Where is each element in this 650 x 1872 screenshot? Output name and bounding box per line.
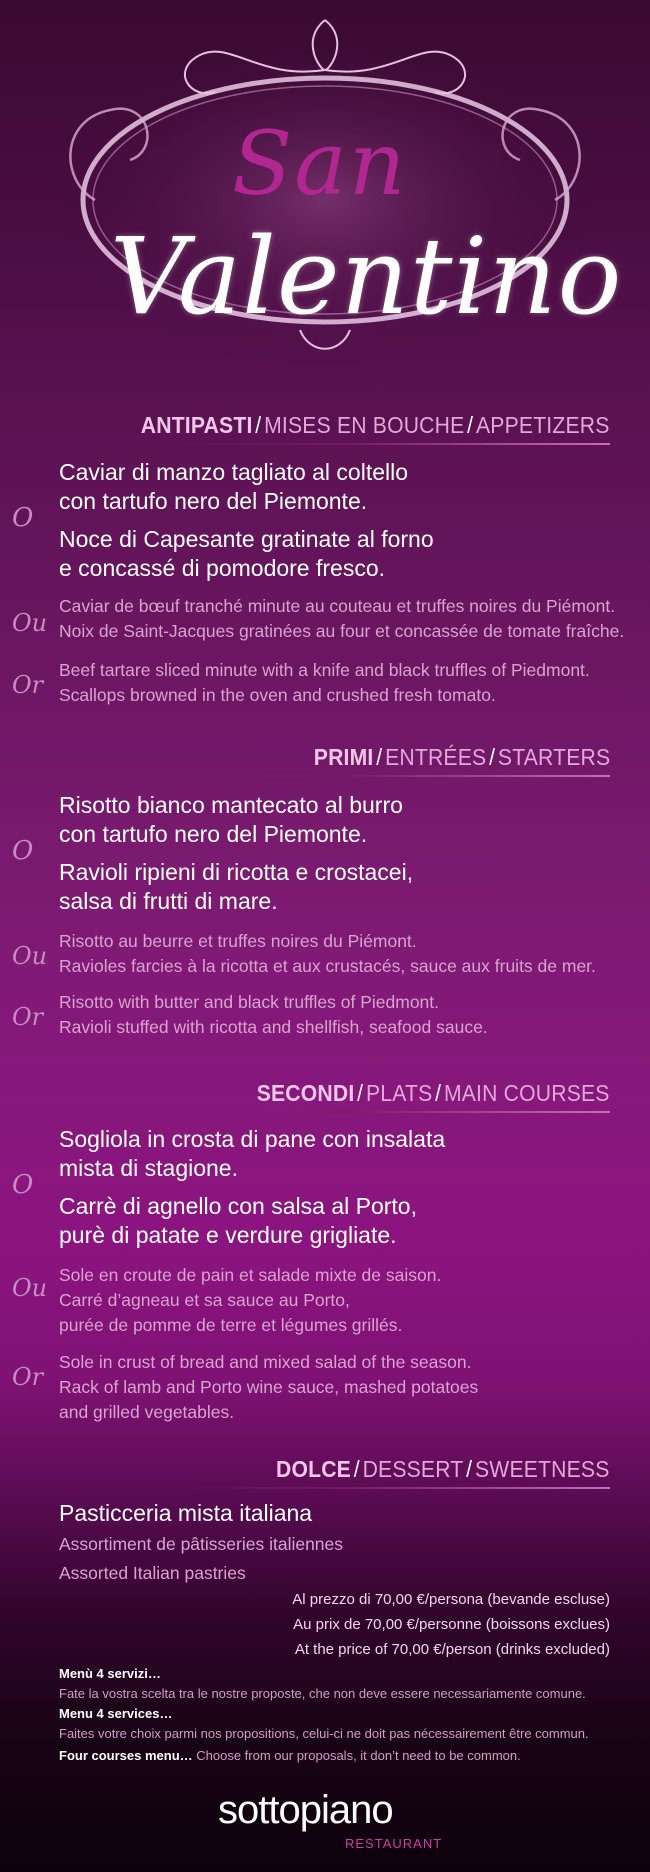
dish-fr-line: Caviar de bœuf tranché minute au couteau et truffes noires du Piémont. <box>59 596 616 616</box>
note-en-text: Choose from our proposals, it don’t need to be common. <box>196 1748 521 1763</box>
section-heading-dolce: DOLCE / DESSERT / SWEETNESS <box>276 1456 610 1482</box>
dish-fr-line: Noix de Saint-Jacques gratinées au four et concassée de tomate fraîche. <box>59 621 625 641</box>
dish-it-line: Noce di Capesante gratinate al forno <box>59 526 434 552</box>
dish-fr-line: Carré d’agneau et sa sauce au Porto, <box>59 1290 350 1310</box>
dish-fr-line: Sole en croute de pain et salade mixte de saison. <box>59 1265 442 1285</box>
ou-mark-icon: Ou <box>12 609 48 637</box>
dish-en-line: Ravioli stuffed with ricotta and shellfish, seafood sauce. <box>59 1017 488 1037</box>
dish-it-line: Ravioli ripieni di ricotta e crostacei, <box>59 859 414 885</box>
section-heading-antipasti: ANTIPASTI / MISES EN BOUCHE / APPETIZERS <box>141 412 610 438</box>
price-it: Al prezzo di 70,00 €/persona (bevande escluse) <box>292 1591 610 1608</box>
price-fr: Au prix de 70,00 €/personne (boissons exclues) <box>293 1616 610 1633</box>
ou-mark-icon: Ou <box>12 942 48 970</box>
section-heading-secondi: SECONDI / PLATS / MAIN COURSES <box>257 1080 610 1106</box>
dish-en-line: Rack of lamb and Porto wine sauce, mashed potatoes <box>59 1377 479 1397</box>
dish-en-line: Risotto with butter and black truffles of Piedmont. <box>59 992 440 1012</box>
title-header <box>0 0 650 400</box>
note-en-title: Four courses menu… <box>59 1748 193 1763</box>
dish-en-line: and grilled vegetables. <box>59 1402 235 1422</box>
dish-fr-line: Assortiment de pâtisseries italiennes <box>59 1534 344 1554</box>
note-fr-title: Menu 4 services… <box>59 1706 173 1721</box>
note-it-text: Fate la vostra scelta tra le nostre proposte, che non deve essere necessariamente comune. <box>59 1686 586 1701</box>
section-divider <box>180 443 610 445</box>
dish-it-line: Carrè di agnello con salsa al Porto, <box>59 1193 417 1219</box>
or-mark-icon: Or <box>12 1363 44 1391</box>
ou-mark-icon: Ou <box>12 1274 48 1302</box>
dish-fr-line: purée de pomme de terre et légumes grillés. <box>59 1315 403 1335</box>
note-it-title: Menù 4 servizi… <box>59 1666 161 1681</box>
note-en-line <box>59 1748 521 1763</box>
dish-it-line: purè di patate e verdure grigliate. <box>59 1222 397 1248</box>
section-heading-primi: PRIMI / ENTRÉES / STARTERS <box>313 744 610 770</box>
dish-fr-line: Ravioles farcies à la ricotta et aux crustacés, sauce aux fruits de mer. <box>59 956 596 976</box>
dish-en-line: Sole in crust of bread and mixed salad of the season. <box>59 1352 472 1372</box>
dish-en-line: Scallops browned in the oven and crushed fresh tomato. <box>59 685 496 705</box>
section-divider <box>180 775 610 777</box>
dish-it-line: mista di stagione. <box>59 1155 238 1181</box>
or-mark-icon: Or <box>12 1003 44 1031</box>
dish-en-line: Beef tartare sliced minute with a knife and black truffles of Piedmont. <box>59 660 590 680</box>
dish-it-line: Caviar di manzo tagliato al coltello <box>59 459 409 485</box>
note-fr-text: Faites votre choix parmi nos propositions, celui-ci ne doit pas nécessairement être commun. <box>59 1726 589 1741</box>
dish-it-line: Risotto bianco mantecato al burro <box>59 792 403 818</box>
section-divider <box>180 1487 610 1489</box>
or-mark-icon: O <box>12 836 34 866</box>
dish-en-line: Assorted Italian pastries <box>59 1563 246 1583</box>
logo-subtitle: RESTAURANT <box>345 1836 443 1851</box>
or-mark-icon: Or <box>12 671 44 699</box>
dish-it-line: salsa di frutti di mare. <box>59 888 278 914</box>
dish-it-line: con tartufo nero del Piemonte. <box>59 821 368 847</box>
dish-it-line: Sogliola in crosta di pane con insalata <box>59 1126 446 1152</box>
dish-it-line: con tartufo nero del Piemonte. <box>59 488 368 514</box>
section-divider <box>180 1111 610 1113</box>
dish-it-line: Pasticceria mista italiana <box>59 1500 313 1526</box>
or-mark-icon: O <box>12 503 34 533</box>
price-en: At the price of 70,00 €/person (drinks excluded) <box>294 1641 610 1658</box>
restaurant-logo <box>0 1788 650 1858</box>
logo-name: sottopiano <box>218 1788 393 1832</box>
dish-fr-line: Risotto au beurre et truffes noires du Piémont. <box>59 931 417 951</box>
or-mark-icon: O <box>12 1170 34 1200</box>
title-san: San <box>232 112 408 215</box>
dish-it-line: e concassé di pomodore fresco. <box>59 555 386 581</box>
title-valentino: Valentino <box>110 215 623 338</box>
